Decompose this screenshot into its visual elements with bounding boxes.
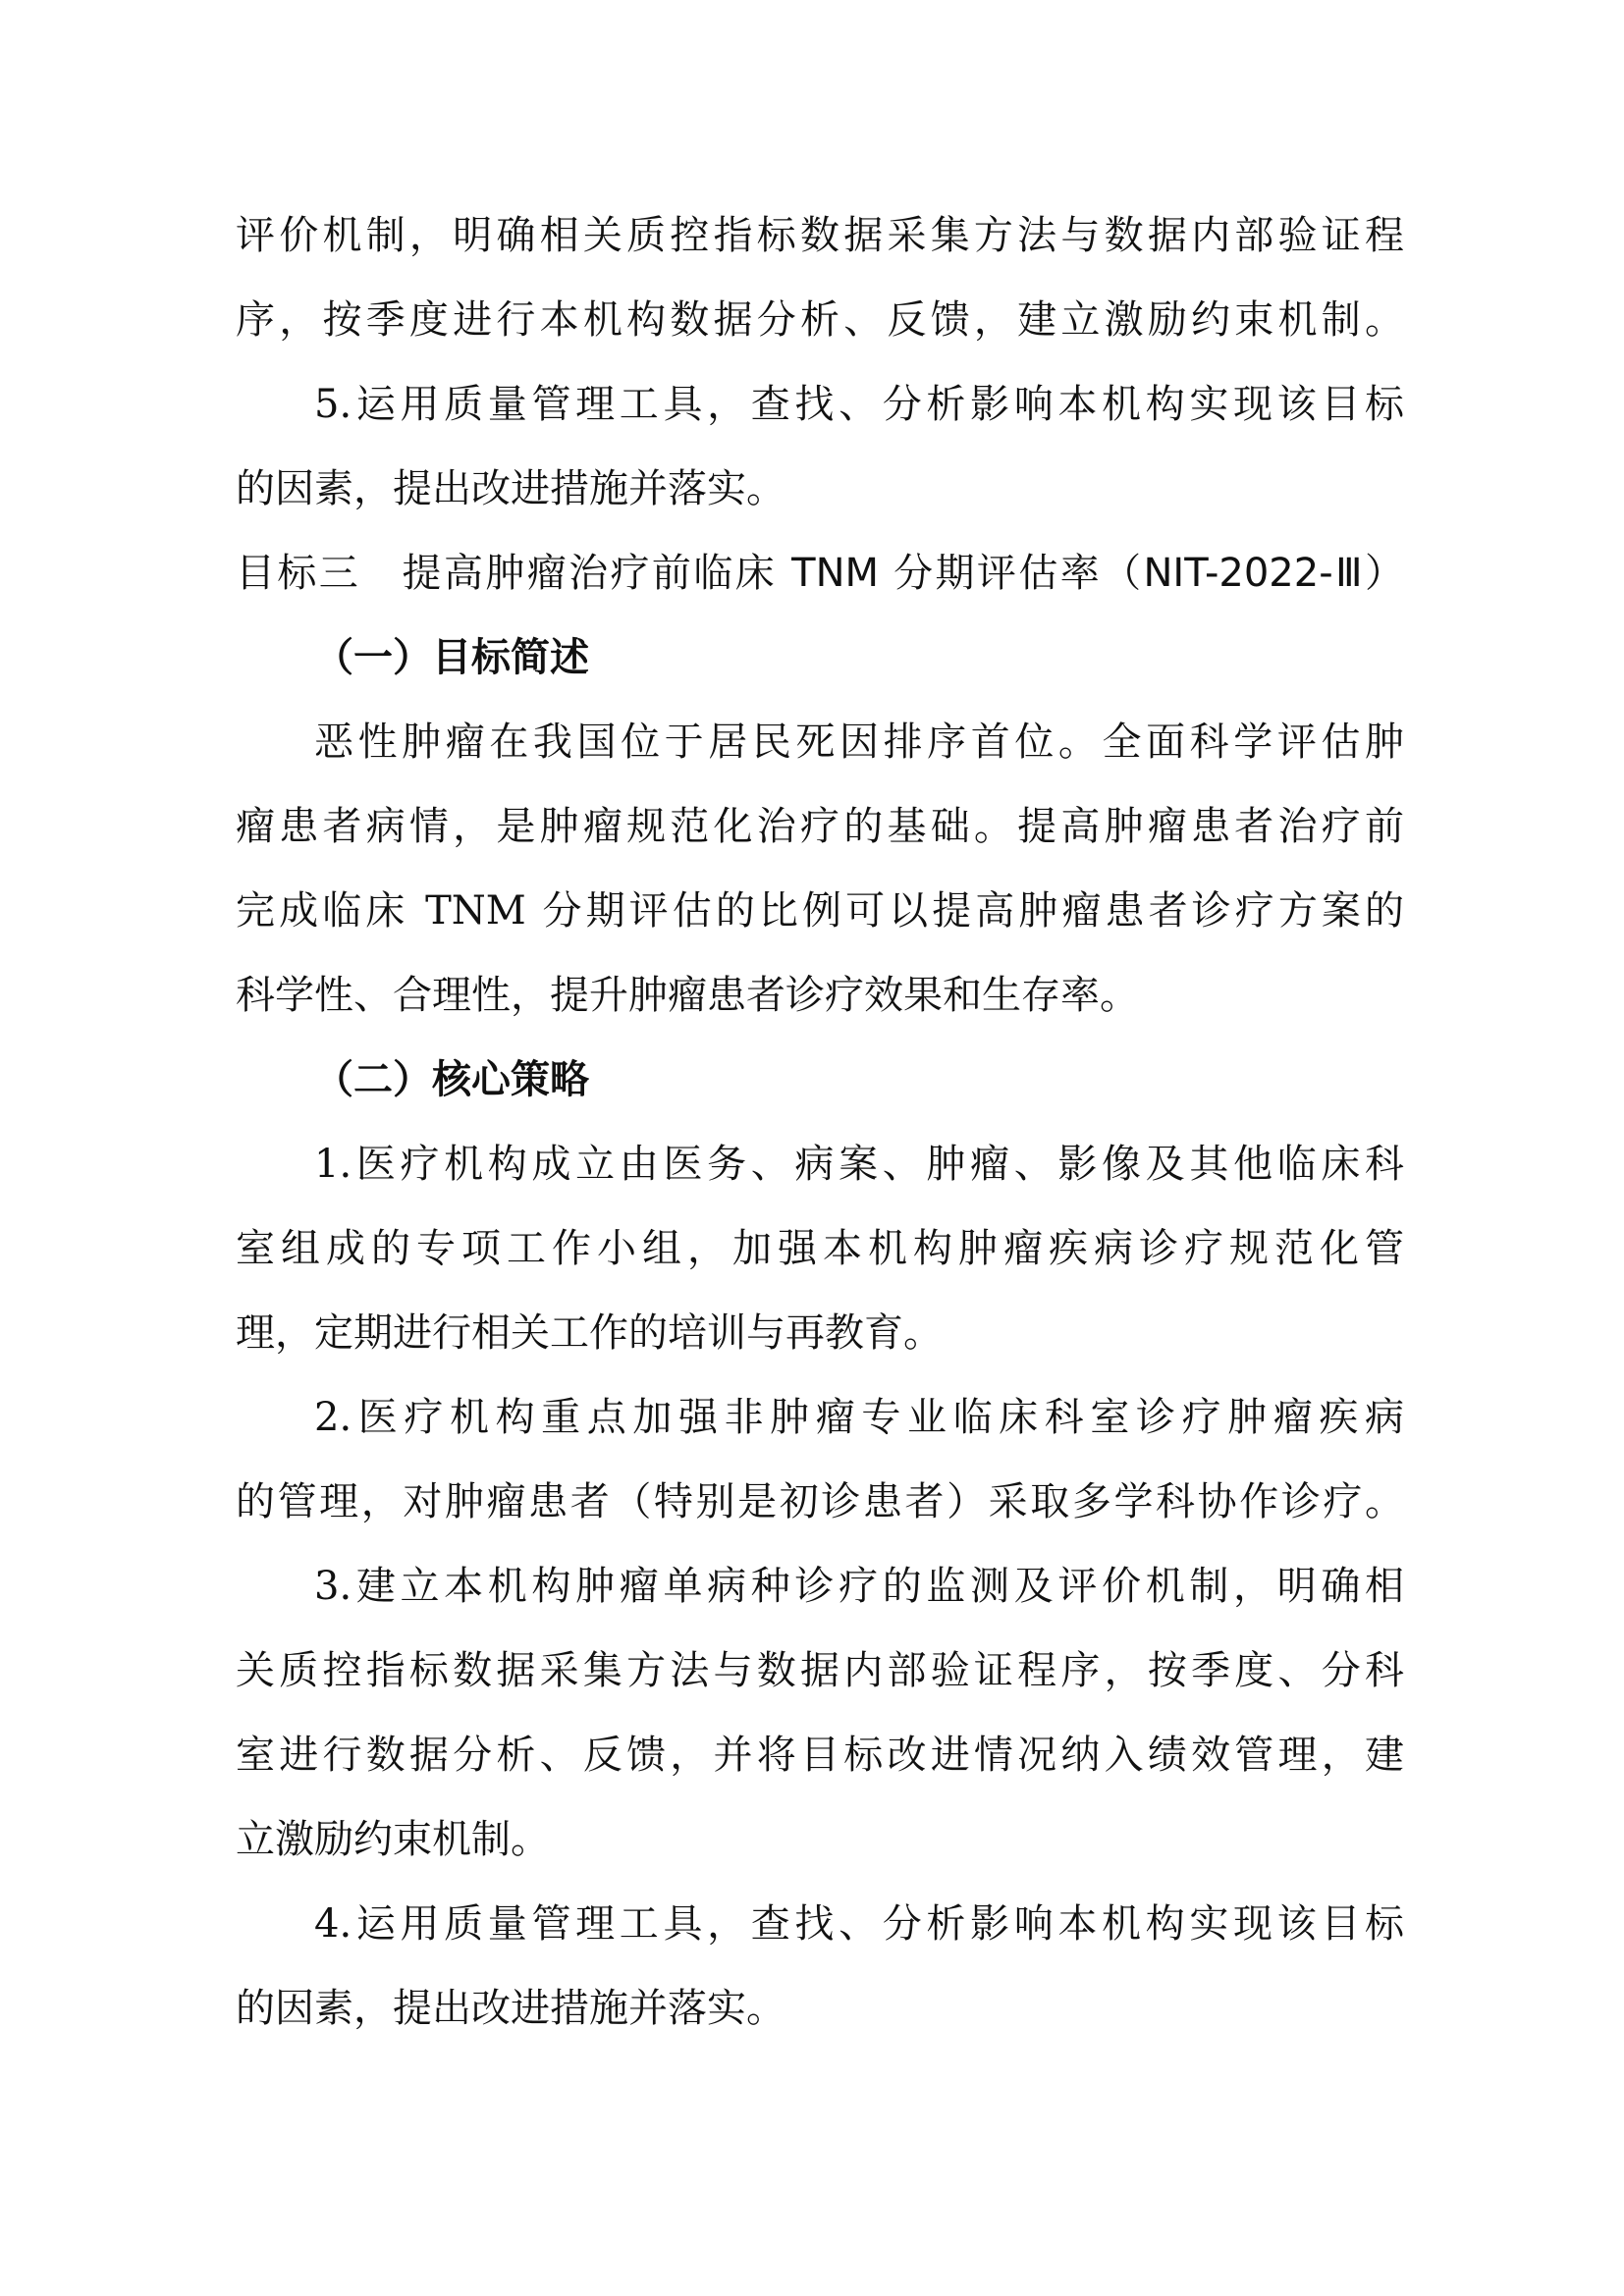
list-item-line: 的管理，对肿瘤患者（特别是初诊患者）采取多学科协作诊疗。 xyxy=(236,1479,1404,1524)
list-item-line: 立激励约束机制。 xyxy=(236,1817,550,1862)
paragraph-line: 恶性肿瘤在我国位于居民死因排序首位。全面科学评估肿 xyxy=(314,720,1404,765)
list-item-line: 理，定期进行相关工作的培训与再教育。 xyxy=(236,1310,943,1356)
list-item-line: 室进行数据分析、反馈，并将目标改进情况纳入绩效管理，建 xyxy=(236,1733,1404,1778)
list-item-line: 的因素，提出改进措施并落实。 xyxy=(236,1986,785,2031)
list-item-line: 2.医疗机构重点加强非肿瘤专业临床科室诊疗肿瘤疾病 xyxy=(314,1395,1404,1440)
goal-heading: 目标三 提高肿瘤治疗前临床 TNM 分期评估率（NIT-2022-Ⅲ） xyxy=(236,551,1404,596)
paragraph-line: 序，按季度进行本机构数据分析、反馈，建立激励约束机制。 xyxy=(236,297,1404,343)
paragraph-line: 瘤患者病情，是肿瘤规范化治疗的基础。提高肿瘤患者治疗前 xyxy=(236,804,1404,849)
list-item-line: 的因素，提出改进措施并落实。 xyxy=(236,466,785,511)
list-item-line: 关质控指标数据采集方法与数据内部验证程序，按季度、分科 xyxy=(236,1648,1404,1693)
paragraph-line: 完成临床 TNM 分期评估的比例可以提高肿瘤患者诊疗方案的 xyxy=(236,888,1404,934)
section-heading: （一）目标简述 xyxy=(314,635,589,680)
paragraph-line: 科学性、合理性，提升肿瘤患者诊疗效果和生存率。 xyxy=(236,973,1139,1018)
list-item-line: 1.医疗机构成立由医务、病案、肿瘤、影像及其他临床科 xyxy=(314,1142,1404,1187)
list-item-line: 5.运用质量管理工具，查找、分析影响本机构实现该目标 xyxy=(314,382,1404,427)
list-item-line: 室组成的专项工作小组，加强本机构肿瘤疾病诊疗规范化管 xyxy=(236,1226,1404,1271)
paragraph-line: 评价机制，明确相关质控指标数据采集方法与数据内部验证程 xyxy=(236,213,1404,258)
list-item-line: 3.建立本机构肿瘤单病种诊疗的监测及评价机制，明确相 xyxy=(314,1564,1404,1609)
list-item-line: 4.运用质量管理工具，查找、分析影响本机构实现该目标 xyxy=(314,1901,1404,1947)
section-heading: （二）核心策略 xyxy=(314,1057,589,1102)
